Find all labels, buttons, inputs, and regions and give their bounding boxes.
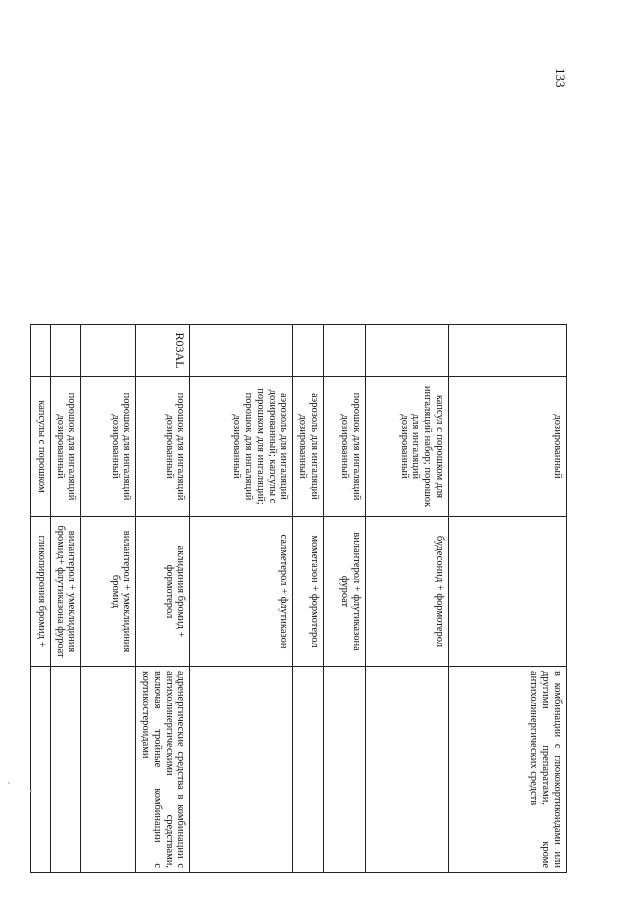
dosage-form-cell: капсул с порошком для ингаляций набор; порошок для ингаляций дозированный: [366, 377, 449, 517]
scan-speck: [30, 790, 32, 792]
page-number: 133: [553, 68, 568, 88]
drug-name-cell: будесонид + формотерол: [366, 517, 449, 667]
table-row: [366, 325, 449, 873]
dosage-form-cell: порошок для ингаляций дозированный: [81, 377, 136, 517]
atc-description-cell: [190, 667, 293, 873]
atc-description-cell: [324, 667, 366, 873]
drug-name-cell: мометазон + формотерол: [293, 517, 324, 667]
table-row: [190, 325, 293, 873]
atc-code-cell: [293, 325, 324, 377]
atc-description-cell: [51, 667, 82, 873]
dosage-form-cell: дозированный: [449, 377, 567, 517]
atc-description-cell: [293, 667, 324, 873]
drug-name-cell: салметерол + флутиказон: [190, 517, 293, 667]
atc-code-cell: [324, 325, 366, 377]
dosage-form-cell: порошок для ингаляций дозированный: [136, 377, 190, 517]
dosage-form-cell: порошок для ингаляций дозированный: [324, 377, 366, 517]
scan-speck: [8, 782, 10, 784]
atc-description-cell: адренергические средства в комбинации с антихолинергическими средствами, включая тройные комбинации с кортикостероидами: [136, 667, 190, 873]
dosage-form-cell: аэрозоль для ингаляций дозированный; капсулы с порошком для ингаляций; порошок для ингаляций дозированный: [190, 377, 293, 517]
table-row: [136, 325, 190, 873]
atc-code-cell: [31, 325, 51, 377]
atc-code-cell: [51, 325, 82, 377]
drug-name-cell: вилантерол + флутиказона фуроат: [324, 517, 366, 667]
atc-description-cell: в комбинации с глюкокортикоидами или другими препаратами, кроме антихолинергических средств: [449, 667, 567, 873]
atc-description-cell: [31, 667, 51, 873]
table-row: [51, 325, 82, 873]
atc-code-cell: [366, 325, 449, 377]
table-row: [293, 325, 324, 873]
drug-name-cell: [449, 517, 567, 667]
dosage-form-cell: капсулы с порошком: [31, 377, 51, 517]
drug-table: [36, 324, 567, 872]
table-row: [81, 325, 136, 873]
atc-description-cell: [81, 667, 136, 873]
atc-code-cell: [190, 325, 293, 377]
atc-description-cell: [366, 667, 449, 873]
dosage-form-cell: аэрозоль для ингаляций дозированный: [293, 377, 324, 517]
drug-name-cell: вилантерол + умеклидиния бромид+ флутиказона фуроат: [51, 517, 82, 667]
dosage-form-cell: порошок для ингаляций дозированный: [51, 377, 82, 517]
drug-name-cell: вилантерол + умеклидиния бромид: [81, 517, 136, 667]
table-row: [31, 325, 51, 873]
table-row: [324, 325, 366, 873]
atc-code-cell: [81, 325, 136, 377]
atc-code-cell: [449, 325, 567, 377]
drug-name-cell: аклидиния бромид + формотерол: [136, 517, 190, 667]
atc-code-cell: R03AL: [136, 325, 190, 377]
drug-name-cell: гликопиррония бромид +: [31, 517, 51, 667]
table-row: [449, 325, 567, 873]
